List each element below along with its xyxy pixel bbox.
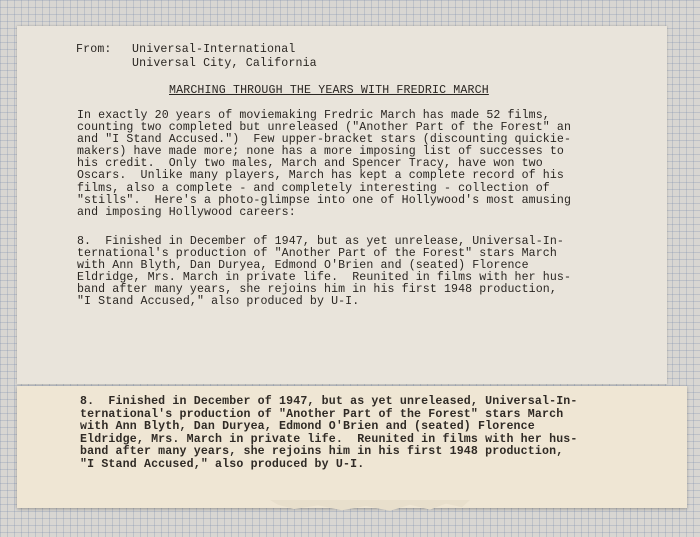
clipping-line: ternational's production of "Another Part of the Forest" stars March [80, 407, 564, 421]
caption-line: ternational's production of "Another Part of the Forest" stars March [77, 247, 557, 261]
caption-line: Eldridge, Mrs. March in private life. Reunited in films with her hus- [77, 271, 572, 285]
intro-line: and "I Stand Accused.") Few upper-bracket stars (discounting quickie- [77, 133, 572, 147]
clipping-line: 8. Finished in December of 1947, but as yet unreleased, Universal-In- [80, 395, 578, 408]
from-label: From: [76, 43, 112, 56]
press-release-sheet [17, 26, 667, 384]
newspaper-clipping [17, 386, 687, 508]
intro-line: Oscars. Unlike many players, March has kept a complete record of his [77, 169, 564, 183]
intro-line: "stills". Here's a photo-glimpse into one of Hollywood's most amusing [77, 193, 572, 207]
caption-line: band after many years, she rejoins him in his first 1948 production, [77, 283, 557, 297]
intro-line: and imposing Hollywood careers: [77, 205, 296, 219]
caption-line: with Ann Blyth, Dan Duryea, Edmond O'Brien and (seated) Florence [77, 259, 529, 273]
clipping-paragraph [80, 396, 578, 471]
headline: MARCHING THROUGH THE YEARS WITH FREDRIC MARCH [169, 84, 489, 97]
from-location: Universal City, California [132, 57, 317, 70]
intro-line: films, also a complete - and completely interesting - collection of [77, 181, 550, 195]
intro-line: his credit. Only two males, March and Spencer Tracy, have won two [77, 157, 543, 171]
intro-line: makers) have made more; none has a more imposing list of successes to [77, 145, 564, 159]
from-studio: Universal-International [132, 43, 296, 56]
intro-line: counting two completed but unreleased ("Another Part of the Forest" an [77, 121, 572, 135]
caption-line: "I Stand Accused," also produced by U-I. [77, 295, 360, 309]
intro-paragraph [77, 110, 571, 219]
clipping-line: Eldridge, Mrs. March in private life. Reunited in films with her hus- [80, 432, 578, 446]
clipping-line: "I Stand Accused," also produced by U-I. [80, 457, 365, 471]
caption-line: 8. Finished in December of 1947, but as yet unrelease, Universal-In- [77, 235, 564, 248]
intro-line: In exactly 20 years of moviemaking Fredric March has made 52 films, [77, 109, 550, 122]
clipping-line: with Ann Blyth, Dan Duryea, Edmond O'Brien and (seated) Florence [80, 420, 535, 433]
clipping-line: band after many years, she rejoins him in his first 1948 production, [80, 445, 564, 458]
caption-paragraph [77, 236, 571, 309]
